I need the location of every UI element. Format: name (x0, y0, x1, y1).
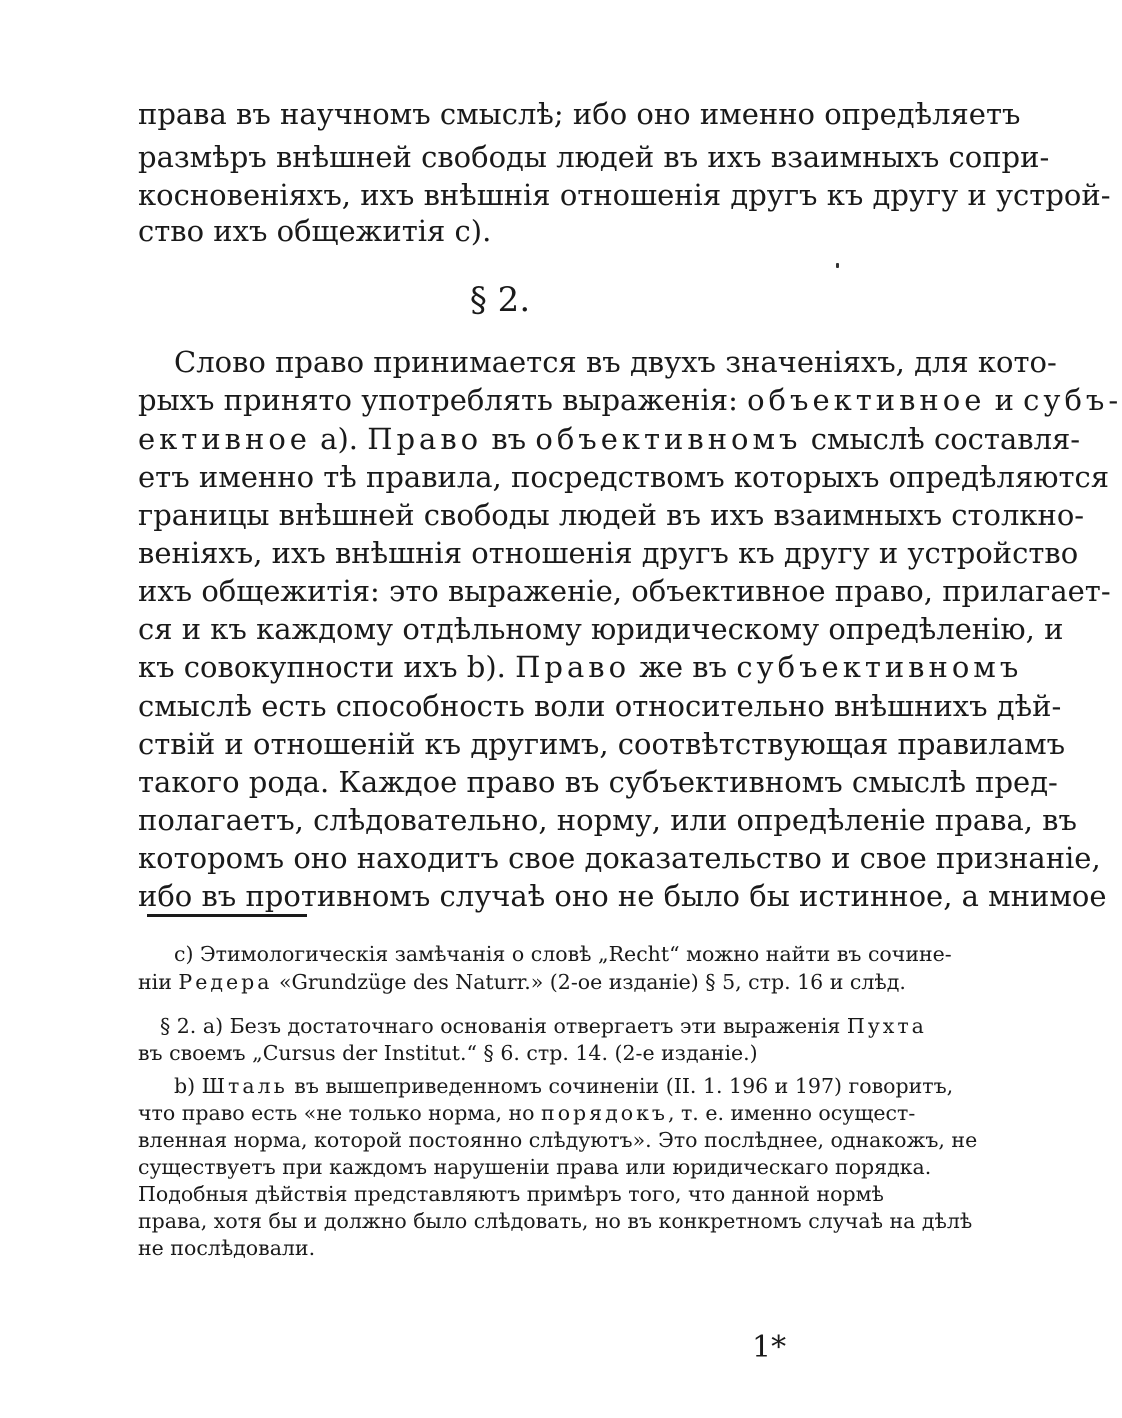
text-line: етъ именно тѣ правила, посредствомъ которыхъ опредѣляются (138, 460, 1110, 494)
text-line: ихъ общежитія: это выраженіе, объективное право, прилагает- (138, 574, 1111, 608)
text-span: b) (174, 1074, 202, 1098)
footnote-line (174, 1074, 954, 1098)
text-line: ство ихъ общежитія c). (138, 214, 492, 248)
footnote-line: c) Этимологическія замѣчанія о словѣ „Recht“ можно найти въ сочине- (174, 942, 952, 966)
text-line (138, 383, 1122, 417)
spaced-term: объективномъ (535, 422, 802, 456)
footnote-line (138, 970, 906, 994)
spaced-term: Право (367, 422, 483, 456)
section-heading: § 2. (469, 280, 531, 320)
text-span: a). (310, 422, 368, 456)
footnote-line: существуетъ при каждомъ нарушеніи права или юридическаго порядка. (138, 1155, 932, 1179)
text-line: Слово право принимается въ двухъ значеніяхъ, для кото- (174, 345, 1057, 379)
text-line: ствій и отношеній къ другимъ, соотвѣтствующая правиламъ (138, 727, 1066, 761)
text-span: въ вышеприведенномъ сочиненіи (II. 1. 196 и 197) говоритъ, (287, 1074, 954, 1098)
spaced-term: ективное (138, 422, 311, 456)
text-span: въ (482, 422, 536, 456)
text-line: ибо въ противномъ случаѣ оно не было бы истинное, а мнимое (138, 879, 1107, 913)
text-span: къ совокупности ихъ b). (138, 650, 516, 684)
spaced-term: Право (515, 650, 631, 684)
footnote-line: въ своемъ „Cursus der Institut.“ § 6. стр. 14. (2-е изданіе.) (138, 1041, 758, 1065)
text-line: полагаетъ, слѣдовательно, норму, или опредѣленіе права, въ (138, 803, 1077, 837)
text-span: «Grundzüge des Naturr.» (2-ое изданіе) § 5, стр. 16 и слѣд. (272, 970, 906, 994)
footnotes (0, 930, 1000, 1290)
footnote-line: вленная норма, которой постоянно слѣдуютъ». Это послѣднее, однакожъ, не (138, 1128, 978, 1152)
text-line: границы внѣшней свободы людей въ ихъ взаимныхъ столкно- (138, 498, 1085, 532)
text-line: такого рода. Каждое право въ субъективномъ смыслѣ пред- (138, 765, 1058, 799)
text-span: рыхъ принято употреблять выраженія: (138, 383, 748, 417)
text-line: которомъ оно находитъ свое доказательство и свое признаніе, (138, 841, 1101, 875)
text-span: § 2. a) Безъ достаточнаго основанія отвергаетъ эти выраженія (160, 1014, 847, 1038)
text-line: веніяхъ, ихъ внѣшнія отношенія другъ къ другу и устройство (138, 536, 1079, 570)
text-span: , т. е. именно осущест- (667, 1101, 916, 1125)
text-line (138, 650, 1023, 684)
text-span: что право есть «не только норма, но (138, 1101, 542, 1125)
spaced-term: Шталь (201, 1074, 288, 1098)
footnote-line: Подобныя дѣйствія представляютъ примѣръ того, что данной нормѣ (138, 1182, 884, 1206)
text-line: права въ научномъ смыслѣ; ибо оно именно опредѣляетъ (138, 97, 1021, 131)
footnote-line (138, 1101, 916, 1125)
text-line: смыслѣ есть способность воли относительно внѣшнихъ дѣй- (138, 689, 1062, 723)
text-span: и (985, 383, 1024, 417)
spaced-term: порядокъ (541, 1101, 668, 1125)
page-signature: 1* (752, 1330, 787, 1365)
text-line (138, 422, 1081, 456)
text-span: же въ (630, 650, 737, 684)
spaced-term: Редера (178, 970, 273, 994)
spaced-term: субъективномъ (736, 650, 1023, 684)
spaced-term: субъ- (1023, 383, 1122, 417)
text-line: косновеніяхъ, ихъ внѣшнія отношенія другъ къ другу и устрой- (138, 178, 1111, 212)
footnote-line: не послѣдовали. (138, 1236, 316, 1260)
text-line: ся и къ каждому отдѣльному юридическому опредѣленію, и (138, 612, 1064, 646)
text-span: ніи (138, 970, 179, 994)
spaced-term: объективное (747, 383, 986, 417)
paper-speck (836, 263, 839, 268)
footnote-line (160, 1014, 927, 1038)
footnote-line: права, хотя бы и должно было слѣдовать, но въ конкретномъ случаѣ на дѣлѣ (138, 1209, 973, 1233)
footnote-divider (147, 914, 307, 917)
text-line: размѣръ внѣшней свободы людей въ ихъ взаимныхъ сопри- (138, 140, 1050, 174)
spaced-term: Пухта (846, 1014, 927, 1038)
text-span: смыслѣ составля- (801, 422, 1081, 456)
